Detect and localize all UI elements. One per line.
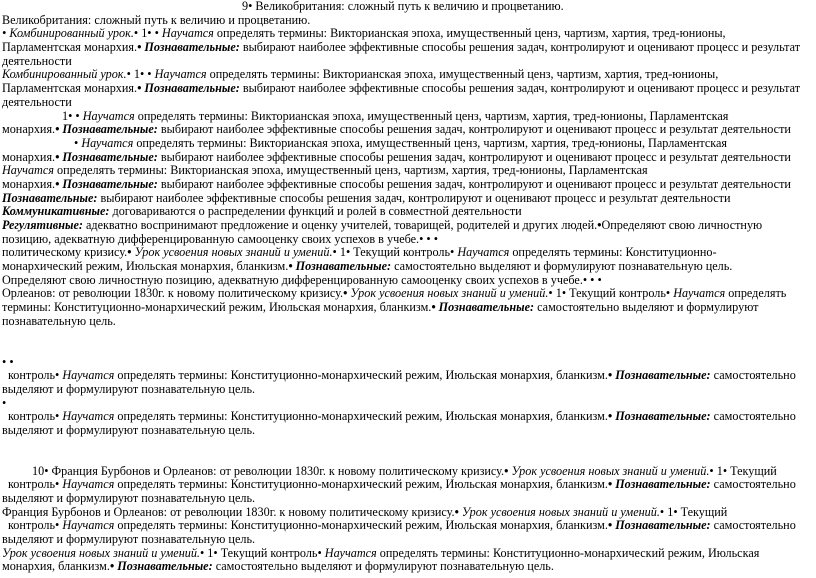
text-run: Научатся	[81, 135, 134, 150]
text-run: Урок усвоения новых знаний и умений.	[2, 545, 200, 560]
text-run: • Комбинированный урок.	[2, 26, 134, 41]
text-line	[2, 164, 812, 178]
text-line	[2, 506, 812, 520]
text-run: Парламентская монархия.	[2, 81, 138, 96]
text-line	[2, 151, 812, 165]
text-run: • Познавательные:	[607, 409, 711, 424]
text-line	[2, 533, 812, 547]
text-run: • Познавательные:	[137, 81, 240, 96]
text-line	[2, 547, 812, 561]
text-run: самостоятельно	[710, 518, 796, 533]
text-run: адекватно воспринимают предложение и оценку учителей, товарищей, родителей и других людей.	[82, 218, 598, 232]
text-run: самостоятельно	[710, 477, 796, 492]
text-run: Научатся	[62, 368, 115, 383]
text-line	[2, 260, 812, 274]
text-line	[2, 383, 812, 397]
text-line	[2, 356, 812, 370]
text-line	[2, 274, 812, 288]
text-run: • Познавательные:	[607, 368, 711, 383]
text-run: политическому кризису.	[2, 245, 128, 260]
text-line	[2, 519, 812, 533]
text-run: определять термины: Конституционно-монархический режим, Июльская монархия, бланкизм.	[114, 368, 608, 383]
text-run: •	[2, 395, 7, 410]
text-run: • Познавательные:	[607, 518, 711, 533]
text-run: выделяют и формулируют познавательную цель.	[2, 491, 256, 505]
text-line	[2, 27, 812, 41]
text-run: •	[454, 504, 462, 519]
text-run: Регулятивные:	[2, 218, 83, 232]
text-run: • 1• Текущий контроль•	[548, 286, 674, 301]
text-run: Научатся	[62, 409, 115, 424]
text-run: • 1• Текущий	[659, 504, 728, 519]
text-run: •	[504, 463, 512, 478]
text-run: •	[127, 245, 135, 260]
text-run: выбирают наиболее эффективные способы решения задач, контролируют и оценивают процесс и результат	[239, 40, 801, 55]
text-run: Урок усвоения новых знаний и умений.	[350, 286, 549, 301]
text-line	[2, 41, 812, 55]
text-run: Определяют свою личностную	[601, 218, 763, 232]
blank-line	[2, 329, 812, 356]
text-run: Познавательные:	[2, 190, 98, 205]
text-run: Орлеанов: от революции 1830г. к новому политическому кризису.	[2, 286, 344, 301]
text-run: Научатся	[82, 108, 135, 123]
text-run: выделяют и формулируют познавательную цель.	[2, 532, 256, 547]
text-run: Научатся	[154, 67, 207, 82]
text-line	[2, 560, 812, 574]
text-line	[2, 55, 812, 69]
text-line	[2, 246, 812, 260]
text-run: определять термины: Конституционно-	[509, 245, 717, 260]
text-run: позицию, адекватную дифференцированную самооценку своих успехов в учебе.• • •	[2, 231, 438, 246]
text-run: определять термины: Конституционно-монархический режим, Июльская монархия, бланкизм.	[114, 477, 608, 492]
text-run: Великобритания: сложный путь к величию и процветанию.	[2, 12, 311, 27]
text-line	[2, 178, 812, 192]
text-line	[2, 315, 812, 329]
text-run: монархия.	[2, 149, 56, 164]
text-run: выбирают наиболее эффективные способы решения задач, контролируют и оценивают процесс и результат деятельности	[157, 149, 791, 164]
text-run: монархический режим, Июльская монархия, бланкизм.	[2, 259, 289, 274]
text-line	[2, 410, 812, 424]
text-run: • •	[2, 354, 14, 369]
text-run: определять	[725, 286, 787, 301]
text-run: выбирают наиболее эффективные способы решения задач, контролируют и оценивают процесс и результат	[239, 81, 801, 96]
text-line	[2, 68, 812, 82]
text-line	[2, 478, 812, 492]
text-run: Научатся	[62, 477, 115, 492]
blank-line	[2, 438, 812, 465]
text-run: самостоятельно	[710, 409, 796, 424]
text-run: монархия, бланкизм.	[2, 559, 110, 574]
text-line	[2, 287, 812, 301]
text-run: определять термины: Викторианская эпоха, имущественный ценз, чартизм, хартия, тред-юнионы, Парламентская	[133, 135, 727, 150]
text-run: •	[74, 135, 82, 150]
text-run: Научатся	[161, 26, 214, 41]
text-run: Научатся	[62, 518, 115, 533]
text-run: выделяют и формулируют познавательную цель.	[2, 422, 256, 437]
text-line	[2, 137, 812, 151]
text-run: определять термины: Конституционно-монархический режим, Июльская	[376, 545, 760, 560]
text-run: деятельности	[2, 94, 72, 109]
text-line	[2, 397, 812, 411]
text-run: определять термины: Викторианская эпоха, имущественный ценз, чартизм, хартия, тред-юнионы,	[206, 67, 719, 82]
text-run: • Познавательные:	[431, 300, 535, 315]
text-run: 9• Великобритания: сложный путь к величию и процветанию.	[242, 0, 564, 13]
text-run: выбирают наиболее эффективные способы решения задач, контролируют и оценивают процесс и результат деятельности	[97, 190, 731, 205]
text-run: самостоятельно выделяют и формулируют	[534, 300, 759, 315]
text-run: определять термины: Конституционно-монархический режим, Июльская монархия, бланкизм.	[114, 518, 608, 533]
text-run: • 1• Текущий контроль•	[199, 545, 325, 560]
text-run: • Познавательные:	[607, 477, 711, 492]
text-run: монархия.	[2, 176, 56, 191]
text-run: контроль•	[8, 368, 63, 383]
text-run: 10• Франция Бурбонов и Орлеанов: от революции 1830г. к новому политическому кризису.	[32, 463, 505, 478]
text-line	[2, 205, 812, 219]
text-run: Определяют свою личностную позицию, адекватную дифференцированную самооценку своих успехов в учебе.• • •	[2, 272, 602, 287]
text-run: Парламентская монархия.	[2, 40, 138, 55]
text-run: выделяют и формулируют познавательную цель.	[2, 381, 256, 396]
text-run: деятельности	[2, 53, 72, 68]
text-run: выбирают наиболее эффективные способы решения задач, контролируют и оценивают процесс и результат деятельности	[157, 176, 791, 191]
text-run: контроль•	[8, 518, 63, 533]
text-run: Научатся	[2, 163, 54, 178]
text-run: Научатся	[673, 286, 726, 301]
text-run: Урок усвоения новых знаний и умений.	[134, 245, 333, 260]
text-run: определять термины: Викторианская эпоха, имущественный ценз, чартизм, хартия, тред-юнионы,	[213, 26, 726, 41]
text-line	[2, 465, 812, 479]
text-run: самостоятельно	[710, 368, 796, 383]
text-run: контроль•	[8, 409, 63, 424]
text-line	[2, 0, 812, 14]
text-run: • 1• Текущий	[709, 463, 777, 478]
text-line	[2, 233, 812, 247]
text-run: • 1• Текущий контроль•	[332, 245, 458, 260]
text-run: Франция Бурбонов и Орлеанов: от революции 1830г. к новому политическому кризису.	[2, 504, 455, 519]
text-run: Научатся	[324, 545, 377, 560]
text-run: • 1• •	[133, 26, 162, 41]
text-line	[2, 301, 812, 315]
text-line	[2, 219, 812, 233]
text-run: самостоятельно выделяют и формулируют познавательную цель.	[212, 559, 554, 574]
text-run: • Познавательные:	[288, 259, 392, 274]
text-run: договариваются о распределении функций и ролей в совместной деятельности	[109, 204, 522, 219]
text-run: термины: Конституционно-монархический режим, Июльская монархия, бланкизм.	[2, 300, 432, 315]
text-run: Комбинированный урок.	[2, 67, 127, 82]
text-run: Урок усвоения новых знаний и умений.	[511, 463, 710, 478]
text-line	[2, 192, 812, 206]
text-run: определять термины: Конституционно-монархический режим, Июльская монархия, бланкизм.	[114, 409, 608, 424]
text-run: Научатся	[457, 245, 510, 260]
text-run: • Познавательные:	[137, 40, 240, 55]
text-line	[2, 369, 812, 383]
document-body	[2, 0, 812, 574]
text-line	[2, 424, 812, 438]
text-run: Урок усвоения новых знаний и умений.	[461, 504, 660, 519]
text-run: •	[343, 286, 351, 301]
text-run: • Познавательные:	[55, 122, 158, 137]
text-run: монархия.	[2, 122, 56, 137]
text-run: •	[597, 218, 602, 232]
text-line	[2, 110, 812, 124]
text-run: познавательную цель.	[2, 313, 116, 328]
text-line	[2, 96, 812, 110]
text-run: самостоятельно выделяют и формулируют познавательную цель.	[391, 259, 733, 274]
text-run: • Познавательные:	[55, 176, 158, 191]
text-run: Коммуникативные:	[2, 204, 110, 219]
text-run: определять термины: Викторианская эпоха, имущественный ценз, чартизм, хартия, тред-юнионы, Парламентская	[134, 108, 729, 123]
text-run: • 1• •	[126, 67, 155, 82]
text-run: • Познавательные:	[109, 559, 213, 574]
text-run: • Познавательные:	[55, 149, 158, 164]
text-run: 1• •	[62, 108, 83, 123]
text-run: определять термины: Викторианская эпоха, имущественный ценз, чартизм, хартия, тред-юнионы, Парламентская	[53, 163, 648, 178]
text-line	[2, 14, 812, 28]
text-line	[2, 123, 812, 137]
text-line	[2, 492, 812, 506]
text-run: выбирают наиболее эффективные способы решения задач, контролируют и оценивают процесс и результат деятельности	[157, 122, 791, 137]
text-run: контроль•	[8, 477, 63, 492]
text-line	[2, 82, 812, 96]
